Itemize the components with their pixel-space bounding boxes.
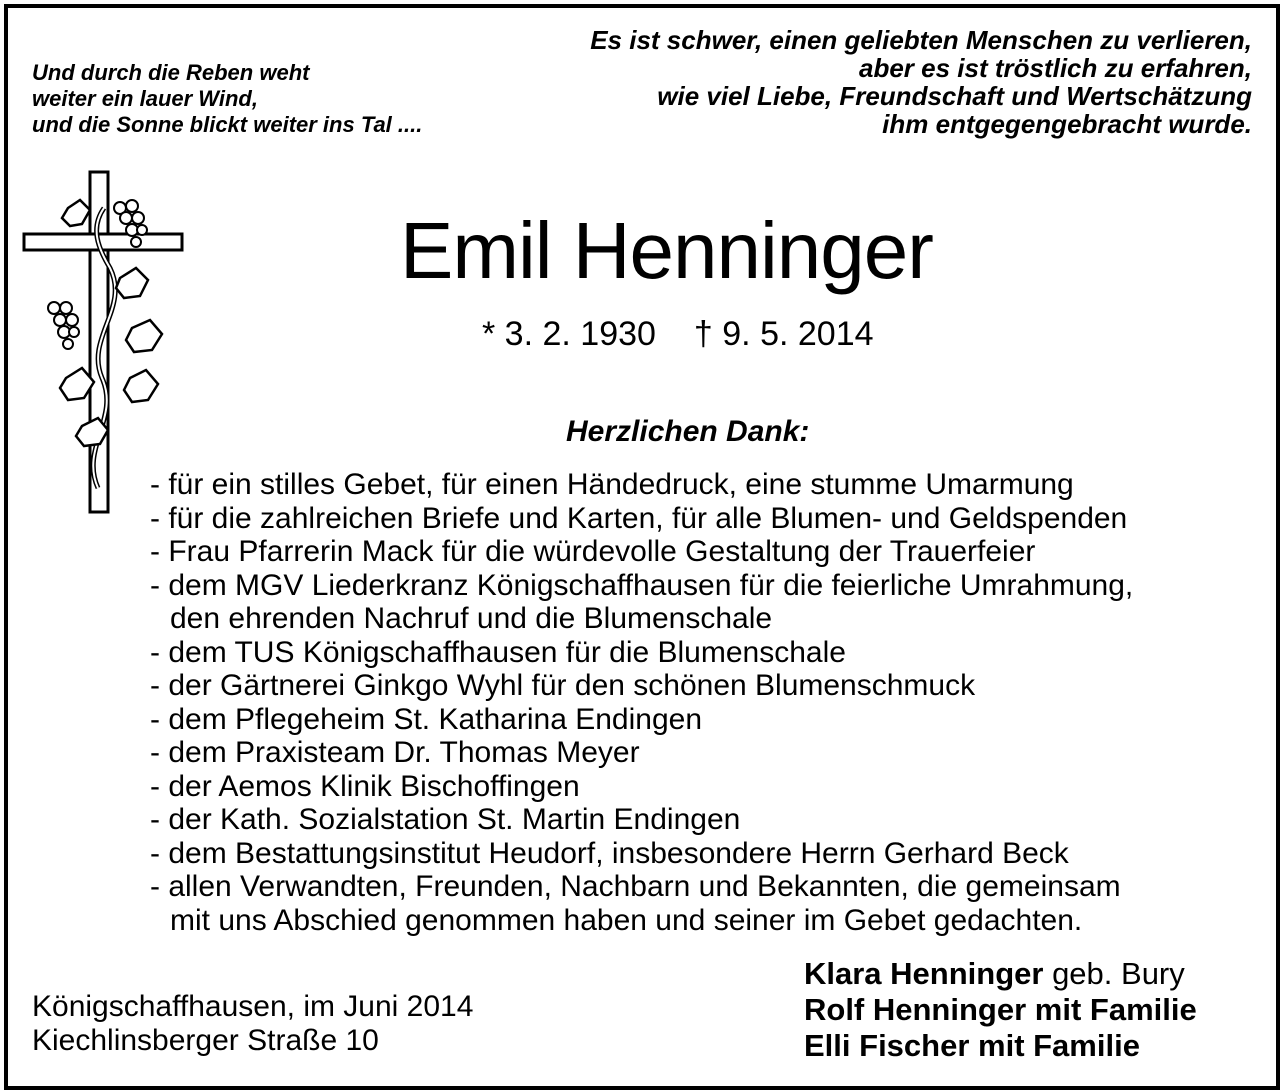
thanks-line: - dem TUS Königschaffhausen für die Blumenschale [150, 635, 846, 669]
birth-date: * 3. 2. 1930 [482, 315, 656, 353]
signer-name: Rolf Henninger mit Familie [804, 992, 1197, 1027]
thanks-list [150, 468, 1133, 937]
quote-left [32, 60, 422, 138]
street-address: Kiechlinsberger Straße 10 [32, 1024, 379, 1057]
thanks-line: - allen Verwandten, Freunden, Nachbarn und Bekannten, die gemeinsam [150, 870, 1121, 903]
quote-left-line: und die Sonne blickt weiter ins Tal .... [32, 112, 423, 137]
thanks-line: - für die zahlreichen Briefe und Karten, für alle Blumen- und Geldspenden [150, 501, 1128, 535]
quote-right-line: aber es ist tröstlich zu erfahren, [858, 53, 1252, 83]
thanks-line: mit uns Abschied genommen haben und seiner im Gebet gedachten. [170, 903, 1083, 937]
thanks-line: - dem MGV Liederkranz Königschaffhausen für die feierliche Umrahmung, [150, 568, 1134, 602]
quote-left-line: weiter ein lauer Wind, [32, 86, 258, 111]
quote-right-line: wie viel Liebe, Freundschaft und Wertschätzung [657, 81, 1252, 111]
thanks-line: - dem Praxisteam Dr. Thomas Meyer [150, 736, 640, 769]
thanks-line: - der Gärtnerei Ginkgo Wyhl für den schönen Blumenschmuck [150, 669, 976, 702]
quote-right-line: ihm entgegengebracht wurde. [882, 109, 1252, 139]
place-date: Königschaffhausen, im Juni 2014 [32, 990, 474, 1023]
cross-with-vine-icon [20, 168, 190, 518]
signer-line [804, 1028, 1197, 1064]
death-date: † 9. 5. 2014 [693, 315, 874, 353]
place-and-address [32, 990, 473, 1058]
deceased-name: Emil Henninger [400, 206, 933, 295]
thanks-line: - dem Pflegeheim St. Katharina Endingen [150, 702, 702, 736]
signer-line [804, 956, 1197, 992]
thanks-line: den ehrenden Nachruf und die Blumenschale [170, 602, 773, 635]
signer-suffix: geb. Bury [1043, 956, 1185, 991]
thanks-line: - der Aemos Klinik Bischoffingen [150, 769, 580, 803]
signer-name: Klara Henninger [804, 956, 1044, 991]
thanks-line: - für ein stilles Gebet, für einen Händedruck, eine stumme Umarmung [150, 468, 1074, 501]
life-dates [482, 314, 874, 354]
signers [804, 956, 1197, 1064]
thanks-line: - der Kath. Sozialstation St. Martin Endingen [150, 803, 741, 836]
quote-left-line: Und durch die Reben weht [32, 60, 310, 85]
thanks-heading: Herzlichen Dank: [566, 415, 810, 448]
quote-right-line: Es ist schwer, einen geliebten Menschen zu verlieren, [590, 25, 1252, 55]
quote-right [590, 26, 1252, 138]
thanks-line: - dem Bestattungsinstitut Heudorf, insbesondere Herrn Gerhard Beck [150, 836, 1069, 870]
signer-name: Elli Fischer mit Familie [804, 1028, 1140, 1063]
thanks-line: - Frau Pfarrerin Mack für die würdevolle Gestaltung der Trauerfeier [150, 535, 1036, 568]
signer-line [804, 992, 1197, 1028]
